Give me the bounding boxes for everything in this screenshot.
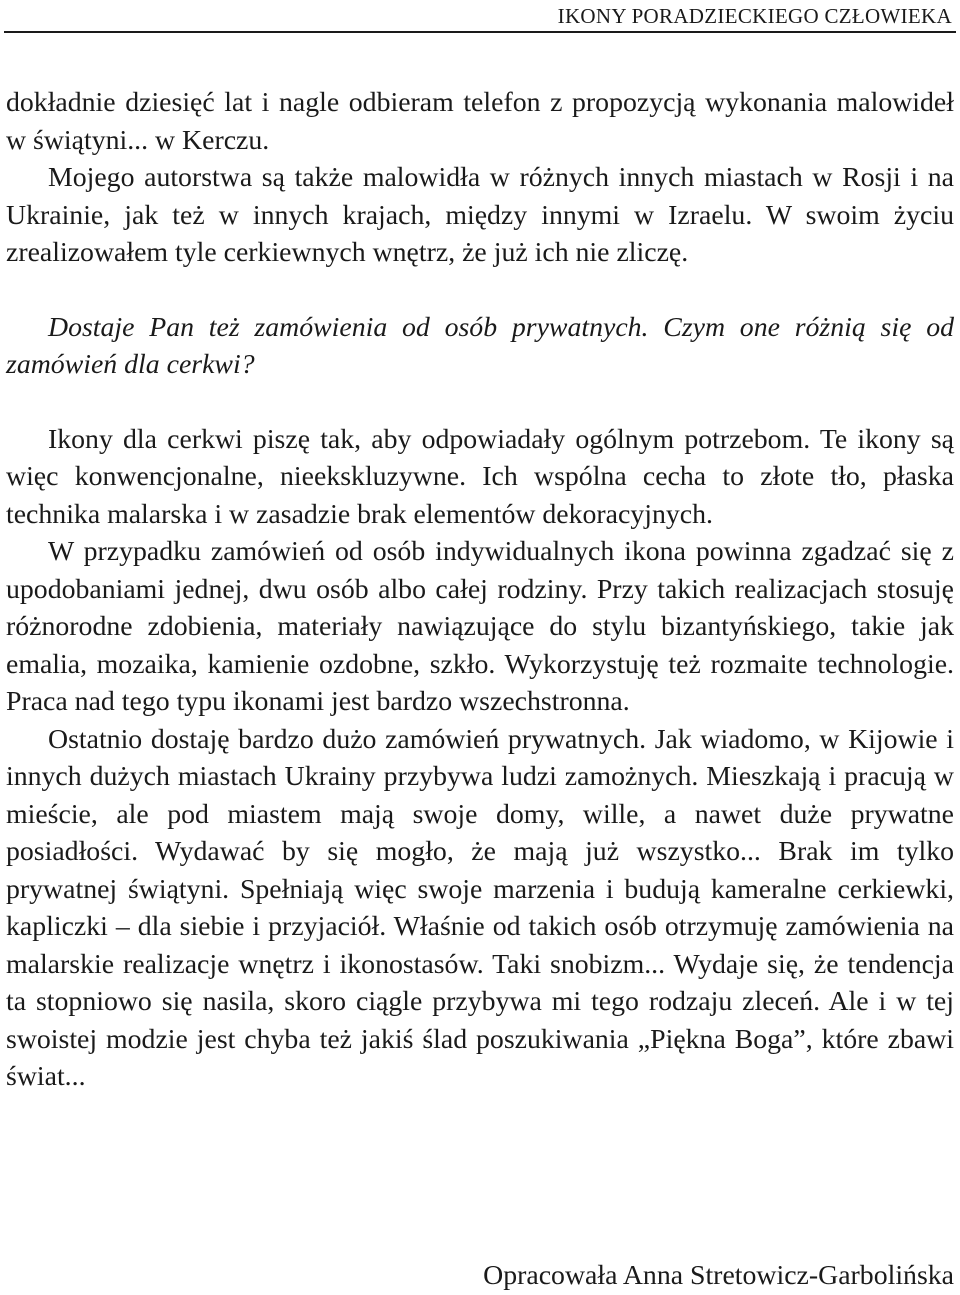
paragraph: W przypadku zamówień od osób indywidualnych ikona powinna zgadzać się z upodobaniami jednej, dwu osób albo całej rodziny. Przy takich realizacjach stosuję różnorodne zdobienia, materiały nawiązujące do stylu bizantyńskiego, takie jak emalia, mozaika, kamienie ozdobne, szkło. Wykorzystuję też rozmaite technologie. Praca nad tego typu ikonami jest bardzo wszechstronna. (6, 536, 954, 717)
author-signature: Opracowała Anna Stretowicz-Garbolińska (483, 1260, 954, 1291)
paragraph: Ikony dla cerkwi piszę tak, aby odpowiadały ogólnym potrzebom. Te ikony są więc konwencjonalne, nieekskluzywne. Ich wspólna cecha to złote tło, płaska technika malarska i w zasadzie brak elementów dekoracyjnych. (6, 423, 954, 530)
paragraph-continuation: dokładnie dziesięć lat i nagle odbieram telefon z propozycją wykonania malowideł w świątyni... w Kerczu. (6, 87, 954, 156)
paragraph: Mojego autorstwa są także malowidła w różnych innych miastach w Rosji i na Ukrainie, jak też w innych krajach, między innymi w Izraelu. W swoim życiu zrealizowałem tyle cerkiewnych wnętrz, że już ich nie zliczę. (6, 162, 954, 268)
running-header: IKONY PORADZIECKIEGO CZŁOWIEKA (557, 4, 952, 28)
interview-question: Dostaje Pan też zamówienia od osób prywatnych. Czym one różnią się od zamówień dla cerkwi? (6, 311, 954, 380)
paragraph: Ostatnio dostaję bardzo dużo zamówień prywatnych. Jak wiadomo, w Kijowie i innych dużych miastach Ukrainy przybywa ludzi zamożnych. Mieszkają i pracują w mieście, ale pod miastem mają swoje domy, wille, a nawet duże prywatne posiadłości. Wydawać by się mogło, że mają już wszystko... Brak im tylko prywatnej świątyni. Spełniają więc swoje marzenia i budują kameralne cerkiewki, kapliczki – dla siebie i przyjaciół. Właśnie od takich osób otrzymuję zamówienia na malarskie realizacje wnętrz i ikonostasów. Taki snobizm... Wydaje się, że tendencja ta stopniowo się nasila, skoro ciągle przybywa mi tego rodzaju zleceń. Ale i w tej swoistej modzie jest chyba też jakiś ślad poszukiwania „Piękna Boga”, które zbawi świat... (6, 723, 954, 1092)
article-body (6, 84, 954, 1096)
header-divider (4, 31, 956, 33)
